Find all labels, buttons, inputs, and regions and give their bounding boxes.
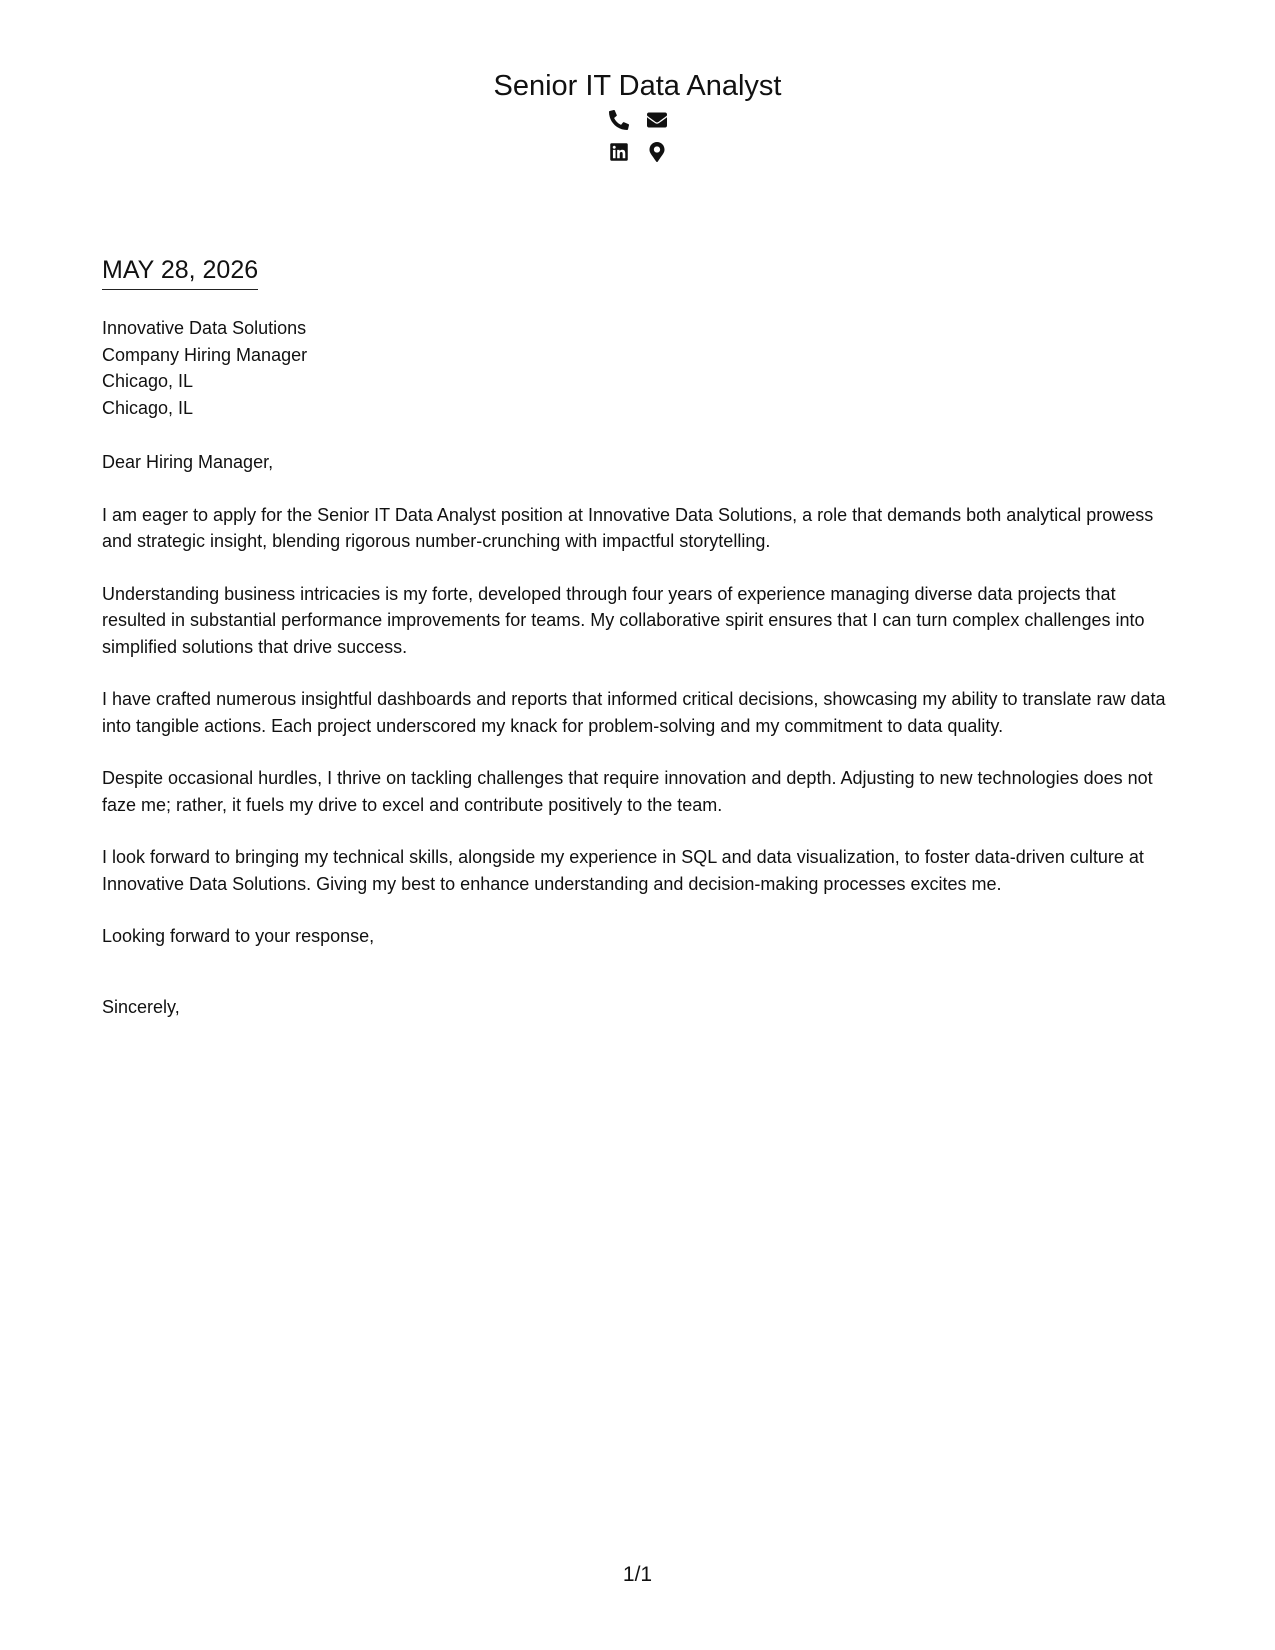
letter-header — [0, 68, 1275, 168]
phone-icon[interactable] — [609, 110, 629, 130]
letter-date-block — [102, 255, 258, 290]
body-paragraph: Despite occasional hurdles, I thrive on tackling challenges that require innovation and depth. Adjusting to new technologies does not faze me; rather, it fuels my drive to excel and contribute positively to the team. — [102, 768, 1153, 815]
body-paragraph: I am eager to apply for the Senior IT Data Analyst position at Innovative Data Solutions, a role that demands both analytical prowess and strategic insight, blending rigorous number-crunching with impactful storytelling. — [102, 504, 1154, 551]
body-paragraph: I have crafted numerous insightful dashboards and reports that informed critical decisions, showcasing my ability to translate raw data into tangible actions. Each project underscored my knack for problem-solving and my commitment to data quality. — [102, 689, 1166, 736]
page-number: 1/1 — [622, 1563, 653, 1586]
letter-date: MAY 28, 2026 — [102, 255, 258, 290]
body-paragraph: Understanding business intricacies is my forte, developed through four years of experience managing diverse data projects that resulted in substantial performance improvements for teams. My collaborative spirit ensures that I can turn complex challenges into simplified solutions that drive success. — [102, 583, 1145, 657]
contact-icons-row-1 — [0, 104, 1275, 136]
recipient-address-line-2: Chicago, IL — [102, 397, 194, 418]
page-title: Senior IT Data Analyst — [493, 70, 782, 102]
recipient-address-line-1: Chicago, IL — [102, 371, 194, 391]
contact-icons-row-2 — [0, 136, 1275, 168]
recipient-contact: Company Hiring Manager — [102, 344, 308, 365]
location-pin-icon[interactable] — [647, 142, 667, 162]
recipient-company: Innovative Data Solutions — [102, 318, 307, 338]
envelope-icon[interactable] — [647, 110, 667, 130]
closing-line: Looking forward to your response, — [102, 926, 375, 946]
letter-body — [102, 449, 1182, 1046]
salutation: Dear Hiring Manager, — [102, 452, 274, 472]
linkedin-icon[interactable] — [609, 142, 629, 162]
signoff: Sincerely, — [102, 996, 180, 1017]
recipient-address — [102, 315, 307, 421]
body-paragraph: I look forward to bringing my technical skills, alongside my experience in SQL and data visualization, to foster data-driven culture at Innovative Data Solutions. Giving my best to enhance understanding and decision-making processes excites me. — [102, 847, 1144, 894]
